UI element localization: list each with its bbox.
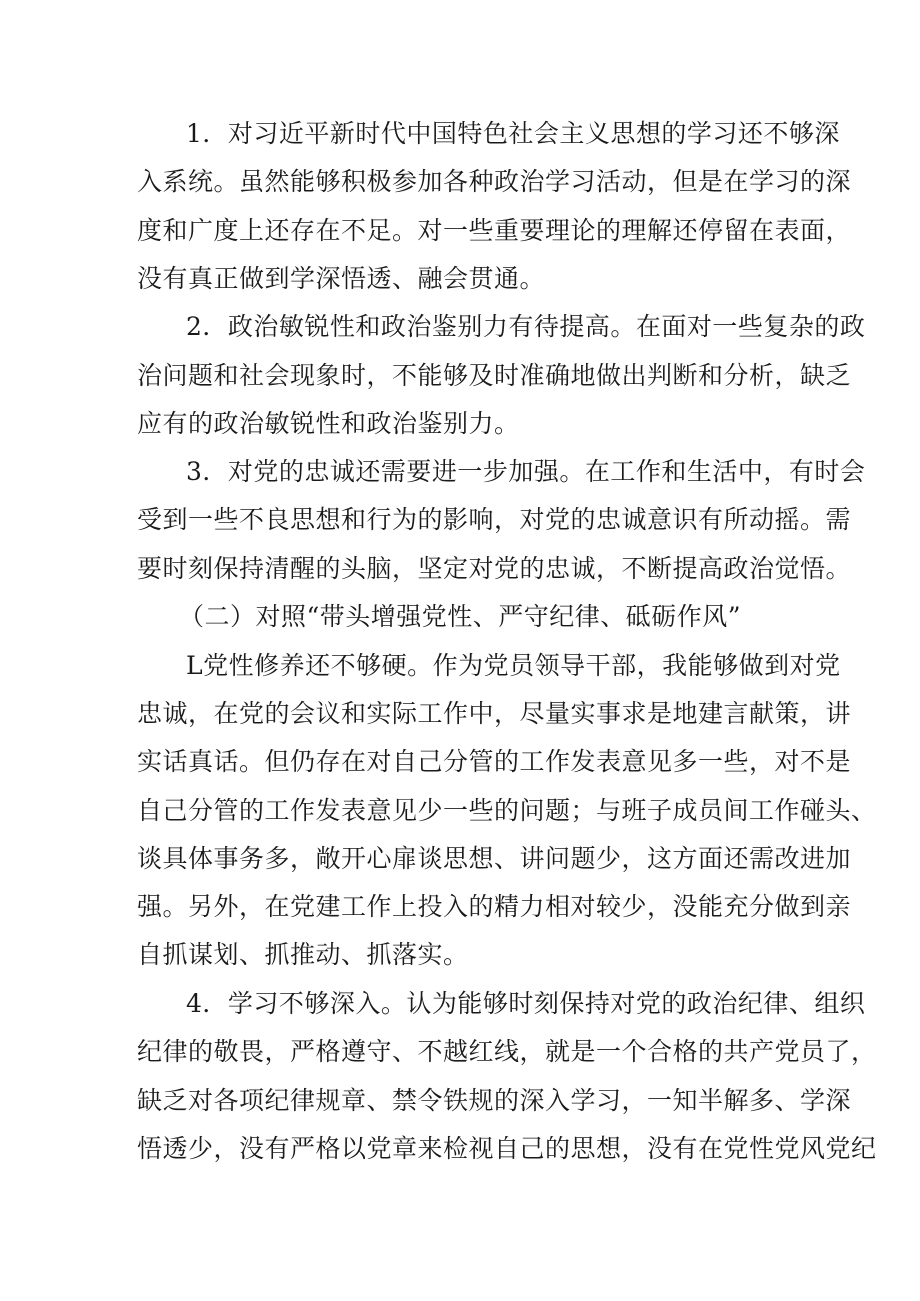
para2-line3: 应有的政治敏锐性和政治鉴别力。: [137, 409, 520, 438]
para4-line3: 实话真话。但仍存在对自己分管的工作发表意见多一些，对不是: [137, 747, 852, 776]
para4-line5: 谈具体事务多，敞开心扉谈思想、讲问题少，这方面还需改进加: [137, 844, 852, 873]
para2-line1: 2．政治敏锐性和政治鉴别力有待提高。在面对一些复杂的政: [186, 312, 866, 341]
para3-line1: 3．对党的忠诚还需要进一步加强。在工作和生活中，有时会: [186, 457, 866, 486]
para1-line3: 度和广度上还存在不足。对一些重要理论的理解还停留在表面，: [137, 216, 852, 245]
para5-line2: 纪律的敬畏，严格遵守、不越红线，就是一个合格的共产党员了，: [137, 1037, 877, 1066]
para3-line3: 要时刻保持清醒的头脑，坚定对党的忠诚，不断提高政治觉悟。: [137, 554, 852, 583]
para1-line1: 1．对习近平新时代中国特色社会主义思想的学习还不够深: [186, 119, 840, 148]
para5-line4: 悟透少，没有严格以党章来检视自己的思想，没有在党性党风党纪: [137, 1134, 877, 1163]
para5-line1: 4．学习不够深入。认为能够时刻保持对党的政治纪律、组织: [186, 989, 866, 1018]
para4-line6: 强。另外，在党建工作上投入的精力相对较少，没能充分做到亲: [137, 892, 852, 921]
para4-line4: 自己分管的工作发表意见少一些的问题；与班子成员间工作碰头、: [137, 796, 877, 825]
para4-line7: 自抓谋划、抓推动、抓落实。: [137, 940, 469, 969]
section-heading: （二）对照“带头增强党性、严守纪律、砥砺作风”: [178, 602, 742, 631]
para2-line2: 治问题和社会现象时，不能够及时准确地做出判断和分析，缺乏: [137, 361, 852, 390]
para4-line1: L党性修养还不够硬。作为党员领导干部，我能够做到对党: [186, 651, 841, 680]
para1-line4: 没有真正做到学深悟透、融会贯通。: [137, 264, 546, 293]
para1-line2: 入系统。虽然能够积极参加各种政治学习活动，但是在学习的深: [137, 167, 852, 196]
para5-line3: 缺乏对各项纪律规章、禁令铁规的深入学习，一知半解多、学深: [137, 1086, 852, 1115]
para3-line2: 受到一些不良思想和行为的影响，对党的忠诚意识有所动摇。需: [137, 505, 852, 534]
para4-line2: 忠诚，在党的会议和实际工作中，尽量实事求是地建言献策，讲: [137, 699, 852, 728]
